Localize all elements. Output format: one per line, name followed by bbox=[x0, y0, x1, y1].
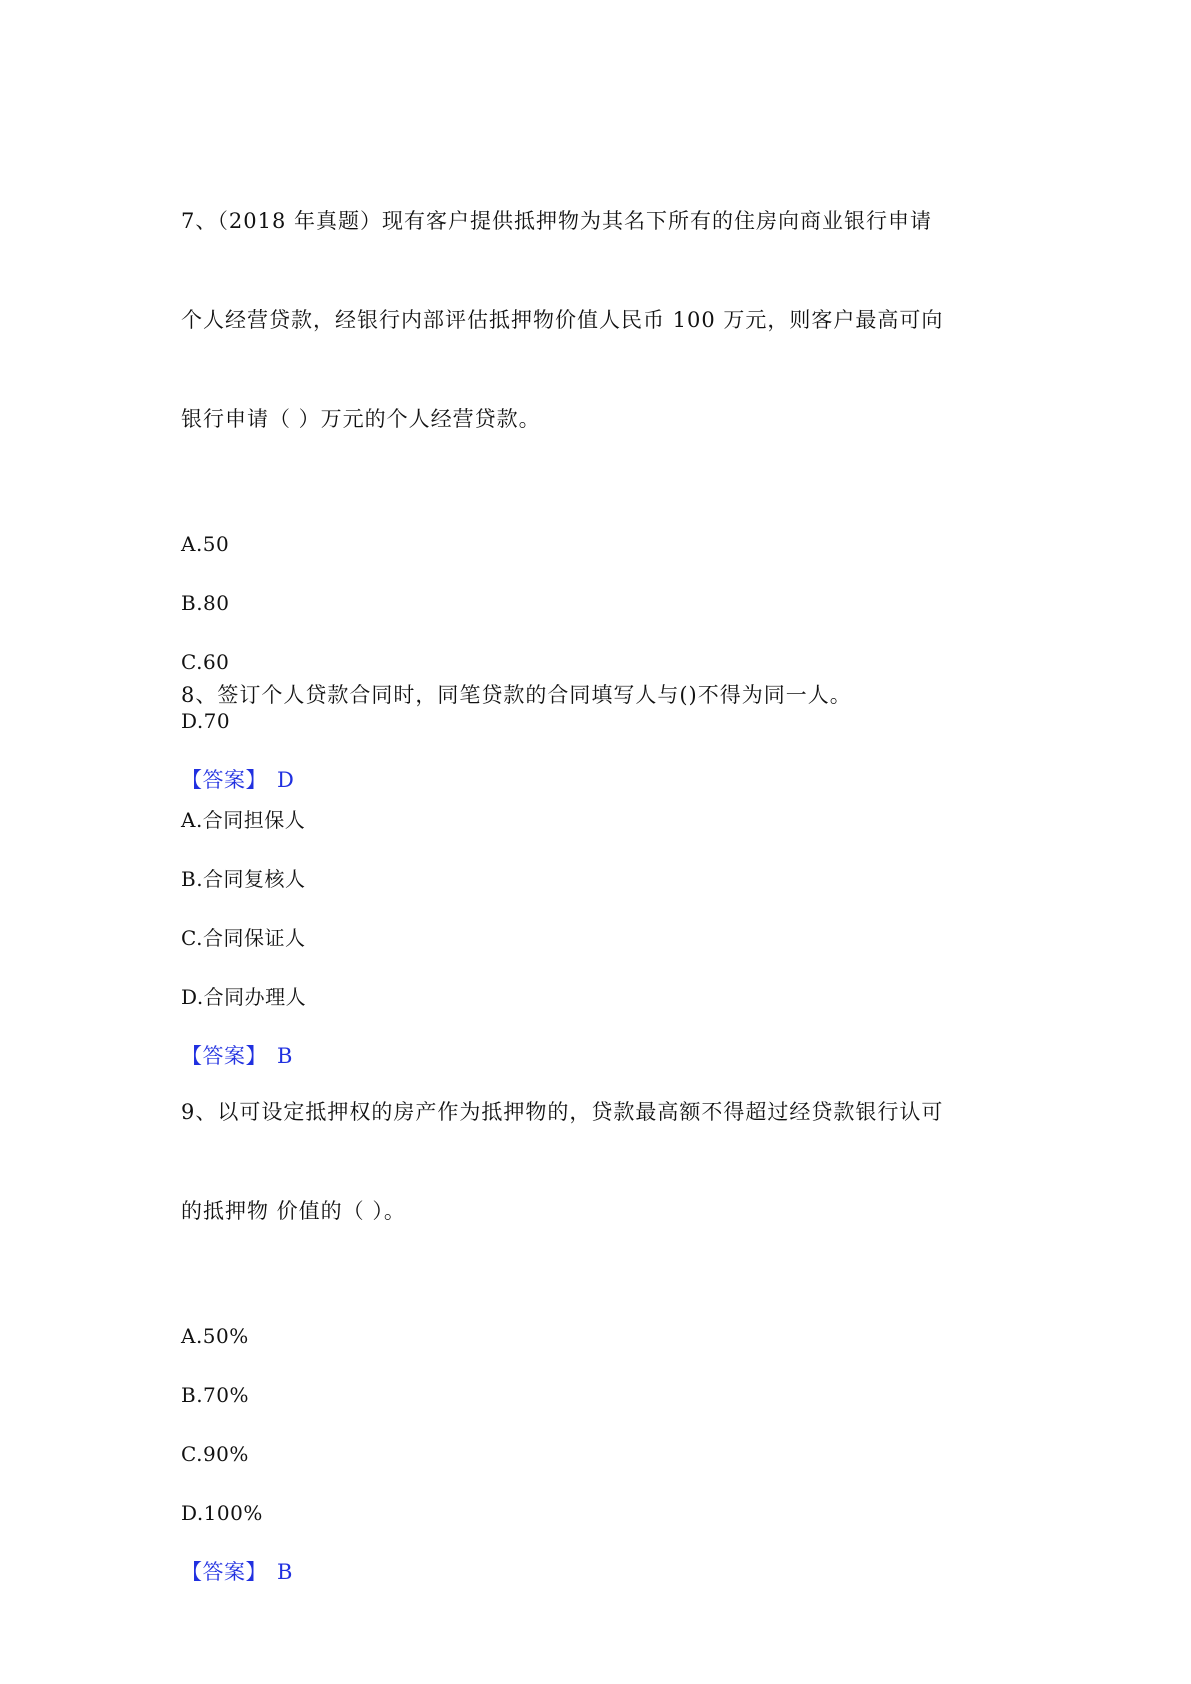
option-d: D.70 bbox=[181, 709, 231, 733]
stem-line: 银行申请（ ）万元的个人经营贷款。 bbox=[181, 407, 541, 431]
option-a: A.50% bbox=[181, 1324, 249, 1348]
question-8 bbox=[181, 613, 1021, 1069]
stem-line: 个人经营贷款，经银行内部评估抵押物价值人民币 100 万元，则客户最高可向 bbox=[181, 308, 944, 332]
answer-label: 【答案】 bbox=[181, 768, 267, 792]
option-b: B.80 bbox=[181, 591, 230, 615]
option-c: C.合同保证人 bbox=[181, 926, 306, 950]
option-c: C.90% bbox=[181, 1442, 249, 1466]
option-list bbox=[181, 807, 1021, 1043]
answer-line bbox=[181, 1559, 1021, 1585]
answer-value: B bbox=[277, 1560, 293, 1584]
option-a: A.合同担保人 bbox=[181, 808, 306, 832]
question-stem bbox=[181, 1030, 1021, 1294]
stem-line: 的抵押物 价值的（ ）。 bbox=[181, 1199, 406, 1223]
option-a: A.50 bbox=[181, 532, 230, 556]
option-d: D.100% bbox=[181, 1501, 263, 1525]
option-b: B.合同复核人 bbox=[181, 867, 306, 891]
option-list bbox=[181, 1323, 1021, 1559]
option-d: D.合同办理人 bbox=[181, 985, 307, 1009]
stem-line: 9、以可设定抵押权的房产作为抵押物的，贷款最高额不得超过经贷款银行认可 bbox=[181, 1100, 944, 1124]
answer-value: B bbox=[277, 1044, 293, 1068]
option-b: B.70% bbox=[181, 1383, 250, 1407]
question-stem bbox=[181, 613, 1021, 778]
answer-label: 【答案】 bbox=[181, 1560, 267, 1584]
stem-line: 8、签订个人贷款合同时，同笔贷款的合同填写人与()不得为同一人。 bbox=[181, 683, 852, 707]
option-c: C.60 bbox=[181, 650, 230, 674]
answer-label: 【答案】 bbox=[181, 1044, 267, 1068]
question-stem bbox=[181, 139, 1021, 502]
answer-value: D bbox=[277, 768, 295, 792]
stem-line: 7、（2018 年真题）现有客户提供抵押物为其名下所有的住房向商业银行申请 bbox=[181, 209, 932, 233]
question-9 bbox=[181, 1030, 1021, 1585]
